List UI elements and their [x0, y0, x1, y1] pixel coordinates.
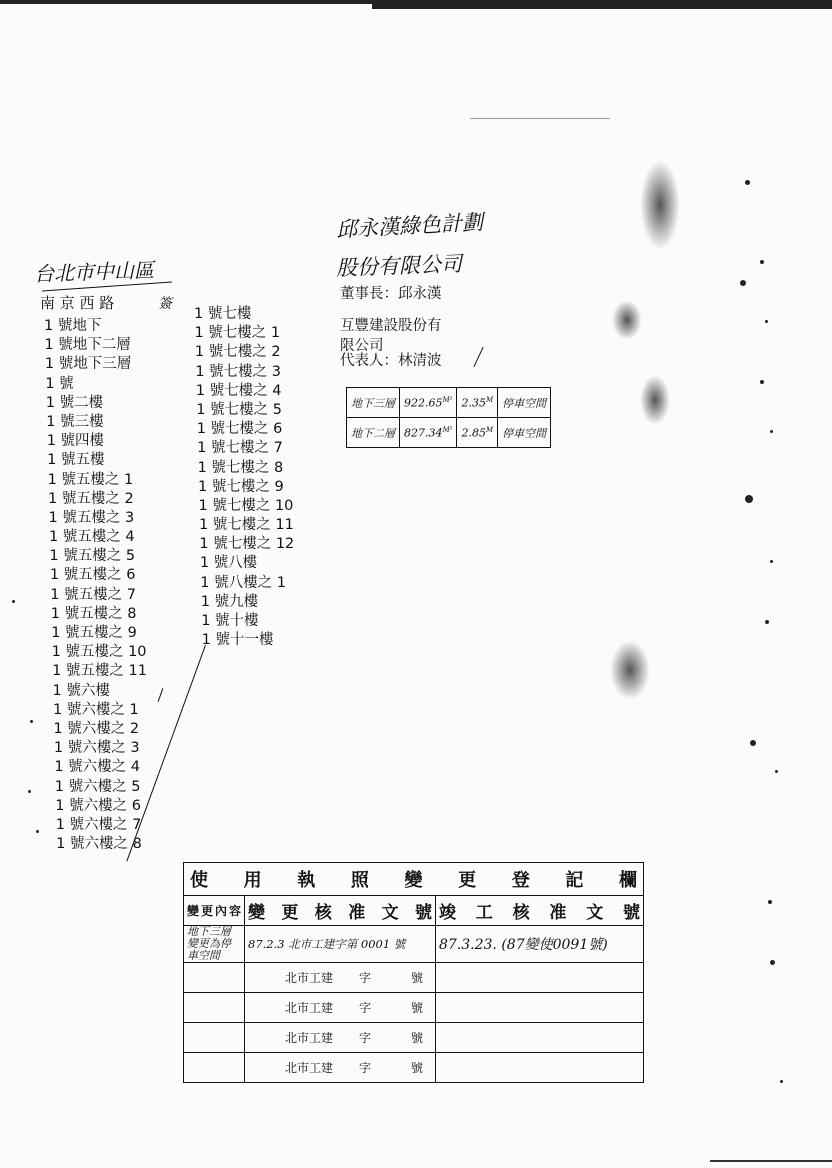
area-unit: M² [442, 425, 453, 434]
approval-suffix: 號 [411, 1031, 424, 1045]
table-row [347, 418, 551, 448]
address-line: 1 號地下三層 [44, 356, 132, 373]
address-line: 1 號六樓之 8 [56, 836, 142, 853]
address-line: 1 號七樓之 3 [195, 363, 282, 380]
address-line: 1 號七樓 [194, 306, 252, 322]
use-cell: 停車空間 [498, 418, 551, 448]
scan-speck [780, 1080, 783, 1083]
address-line: 1 號地下二層 [44, 337, 131, 354]
scan-speck [30, 720, 33, 723]
approval-prefix: 北市工建 [285, 971, 334, 985]
height-unit: M [485, 395, 494, 404]
register-title: 使 用 執 照 變 更 登 記 欄 [184, 863, 644, 896]
area-unit: M² [442, 395, 453, 404]
scan-speck [770, 430, 773, 433]
address-line: 1 號六樓之 3 [53, 740, 140, 757]
address-line: 1 號十一樓 [201, 632, 274, 649]
table-row [184, 1053, 644, 1083]
address-line: 1 號六樓之 7 [55, 816, 142, 833]
strike-line [158, 688, 164, 701]
scan-speck [765, 320, 768, 323]
table-row [347, 388, 551, 418]
register-table [183, 862, 644, 1083]
approval-prefix: 北市工建 [285, 1031, 334, 1045]
scan-speck [768, 900, 772, 904]
header-completion: 竣 工 核 准 文 號 [436, 896, 644, 926]
scan-edge-line [470, 118, 610, 119]
scan-smudge [610, 640, 650, 700]
change-content-cell: 地下三層變更為停車空間 [184, 926, 245, 963]
company-suffix-handwritten: 股份有限公司 [335, 251, 463, 281]
address-line: 1 號八樓 [199, 555, 258, 572]
change-content-cell [184, 1023, 245, 1053]
table-row [184, 926, 644, 963]
builder-name-line2: 限公司 [340, 338, 384, 354]
scan-speck [745, 495, 753, 503]
address-line: 1 號五樓之 3 [48, 509, 135, 526]
scan-smudge [640, 375, 670, 425]
address-line: 1 號四樓 [46, 433, 105, 450]
approval-char: 字 [359, 1001, 372, 1015]
slash-mark [473, 347, 483, 367]
approval-number-cell: 87.2.3 北市工建字第 0001 號 [245, 926, 436, 963]
header-content: 變更內容 [184, 896, 245, 926]
street-name: 南 京 西 路 [40, 294, 115, 312]
height-cell [457, 418, 498, 448]
completion-number-cell [436, 1023, 644, 1053]
scan-smudge [612, 300, 642, 340]
address-line: 1 號六樓之 2 [53, 720, 140, 737]
address-line: 1 號七樓之 2 [194, 344, 281, 361]
approval-number-cell [245, 1053, 436, 1083]
floor-cell: 地下二層 [347, 418, 400, 448]
address-list-right [194, 305, 294, 650]
address-line: 1 號五樓之 10 [51, 644, 147, 661]
scan-speck [745, 180, 750, 185]
company-name-handwritten: 邱永漢綠色計劃 [335, 210, 484, 242]
address-line: 1 號七樓之 7 [197, 440, 283, 457]
scan-speck [770, 960, 775, 965]
address-line: 1 號五樓 [47, 452, 105, 469]
address-line: 1 號五樓之 5 [49, 548, 136, 565]
address-line: 1 號七樓之 4 [195, 382, 282, 399]
address-line: 1 號七樓之 12 [199, 536, 295, 553]
area-value: 922.65 [404, 396, 443, 410]
address-line: 1 號六樓之 1 [53, 701, 139, 718]
scan-speck [12, 600, 15, 603]
use-cell: 停車空間 [498, 388, 551, 418]
scan-speck [775, 770, 778, 773]
address-line: 1 號六樓之 5 [54, 778, 141, 795]
table-row [184, 1023, 644, 1053]
approval-prefix: 北市工建 [285, 1001, 334, 1015]
height-unit: M [485, 425, 494, 434]
scan-speck [750, 740, 756, 746]
address-line: 1 號五樓之 2 [48, 490, 134, 507]
table-row [184, 863, 644, 896]
scan-edge-line [710, 1160, 832, 1162]
area-cell [400, 418, 457, 448]
address-line: 1 號五樓之 7 [50, 586, 136, 603]
approval-char: 字 [359, 1031, 372, 1045]
address-line: 1 號七樓之 10 [198, 497, 294, 514]
address-line: 1 號五樓之 6 [49, 567, 136, 584]
completion-number-cell [436, 963, 644, 993]
address-line: 1 號七樓之 9 [198, 478, 284, 495]
scan-speck [760, 380, 764, 384]
area-value: 827.34 [404, 426, 443, 440]
address-line: 1 號八樓之 1 [200, 574, 286, 591]
area-cell [400, 388, 457, 418]
completion-number-cell: 87.3.23. (87變使0091號) [436, 926, 644, 963]
address-line: 1 號九樓 [200, 593, 259, 610]
floor-cell: 地下三層 [347, 388, 400, 418]
height-value: 2.35 [461, 396, 486, 410]
address-line: 1 號五樓之 8 [50, 605, 137, 622]
scan-speck [740, 280, 746, 286]
change-content-cell [184, 993, 245, 1023]
header-approval: 變 更 核 准 文 號 [245, 896, 436, 926]
scan-smudge [640, 160, 680, 250]
approval-number-cell [245, 1023, 436, 1053]
change-content-cell [184, 963, 245, 993]
stamp-scribble: 簽 [158, 296, 172, 312]
address-line: 1 號七樓之 1 [194, 325, 281, 342]
height-cell [457, 388, 498, 418]
address-line: 1 號五樓之 1 [47, 471, 134, 488]
table-row [184, 963, 644, 993]
approval-suffix: 號 [411, 1001, 424, 1015]
district-handwritten: 台北市中山區 [33, 257, 155, 287]
address-line: 1 號五樓之 4 [48, 529, 135, 546]
address-line: 1 號六樓 [52, 682, 110, 699]
approval-char: 字 [359, 1061, 372, 1075]
scan-speck [36, 830, 39, 833]
completion-number-cell [436, 1053, 644, 1083]
address-line: 1 號十樓 [201, 613, 259, 629]
table-row [184, 993, 644, 1023]
address-line: 1 號二樓 [45, 394, 104, 411]
chairman-line: 董事長：邱永漢 [340, 286, 442, 302]
address-line: 1 號六樓之 4 [54, 759, 141, 776]
scan-edge [372, 0, 832, 9]
address-line: 1 號三樓 [46, 413, 104, 430]
approval-suffix: 號 [411, 1061, 424, 1075]
approval-char: 字 [359, 971, 372, 985]
address-line: 1 號七樓之 5 [196, 401, 282, 418]
approval-number-cell [245, 963, 436, 993]
scan-speck [760, 260, 764, 264]
address-line: 1 號 [45, 375, 74, 392]
scan-speck [28, 790, 31, 793]
address-line: 1 號六樓之 6 [55, 797, 141, 814]
completion-number-cell [436, 993, 644, 1023]
address-line: 1 號七樓之 11 [198, 517, 294, 534]
address-line: 1 號五樓之 11 [52, 663, 147, 680]
builder-name-line1: 互豐建設股份有 [340, 318, 442, 334]
approval-suffix: 號 [411, 971, 424, 985]
scan-speck [770, 560, 773, 563]
change-content-cell [184, 1053, 245, 1083]
table-row [184, 896, 644, 926]
address-line: 1 號地下 [44, 318, 102, 334]
approval-prefix: 北市工建 [285, 1061, 334, 1075]
scan-speck [765, 620, 769, 624]
representative-line: 代表人：林清波 [340, 353, 442, 369]
approval-number-cell [245, 993, 436, 1023]
address-line: 1 號七樓之 6 [196, 421, 283, 438]
address-line: 1 號七樓之 8 [197, 459, 284, 476]
address-list-left [44, 317, 147, 854]
area-table [346, 387, 551, 448]
address-line: 1 號五樓之 9 [51, 625, 137, 641]
height-value: 2.85 [461, 426, 486, 440]
